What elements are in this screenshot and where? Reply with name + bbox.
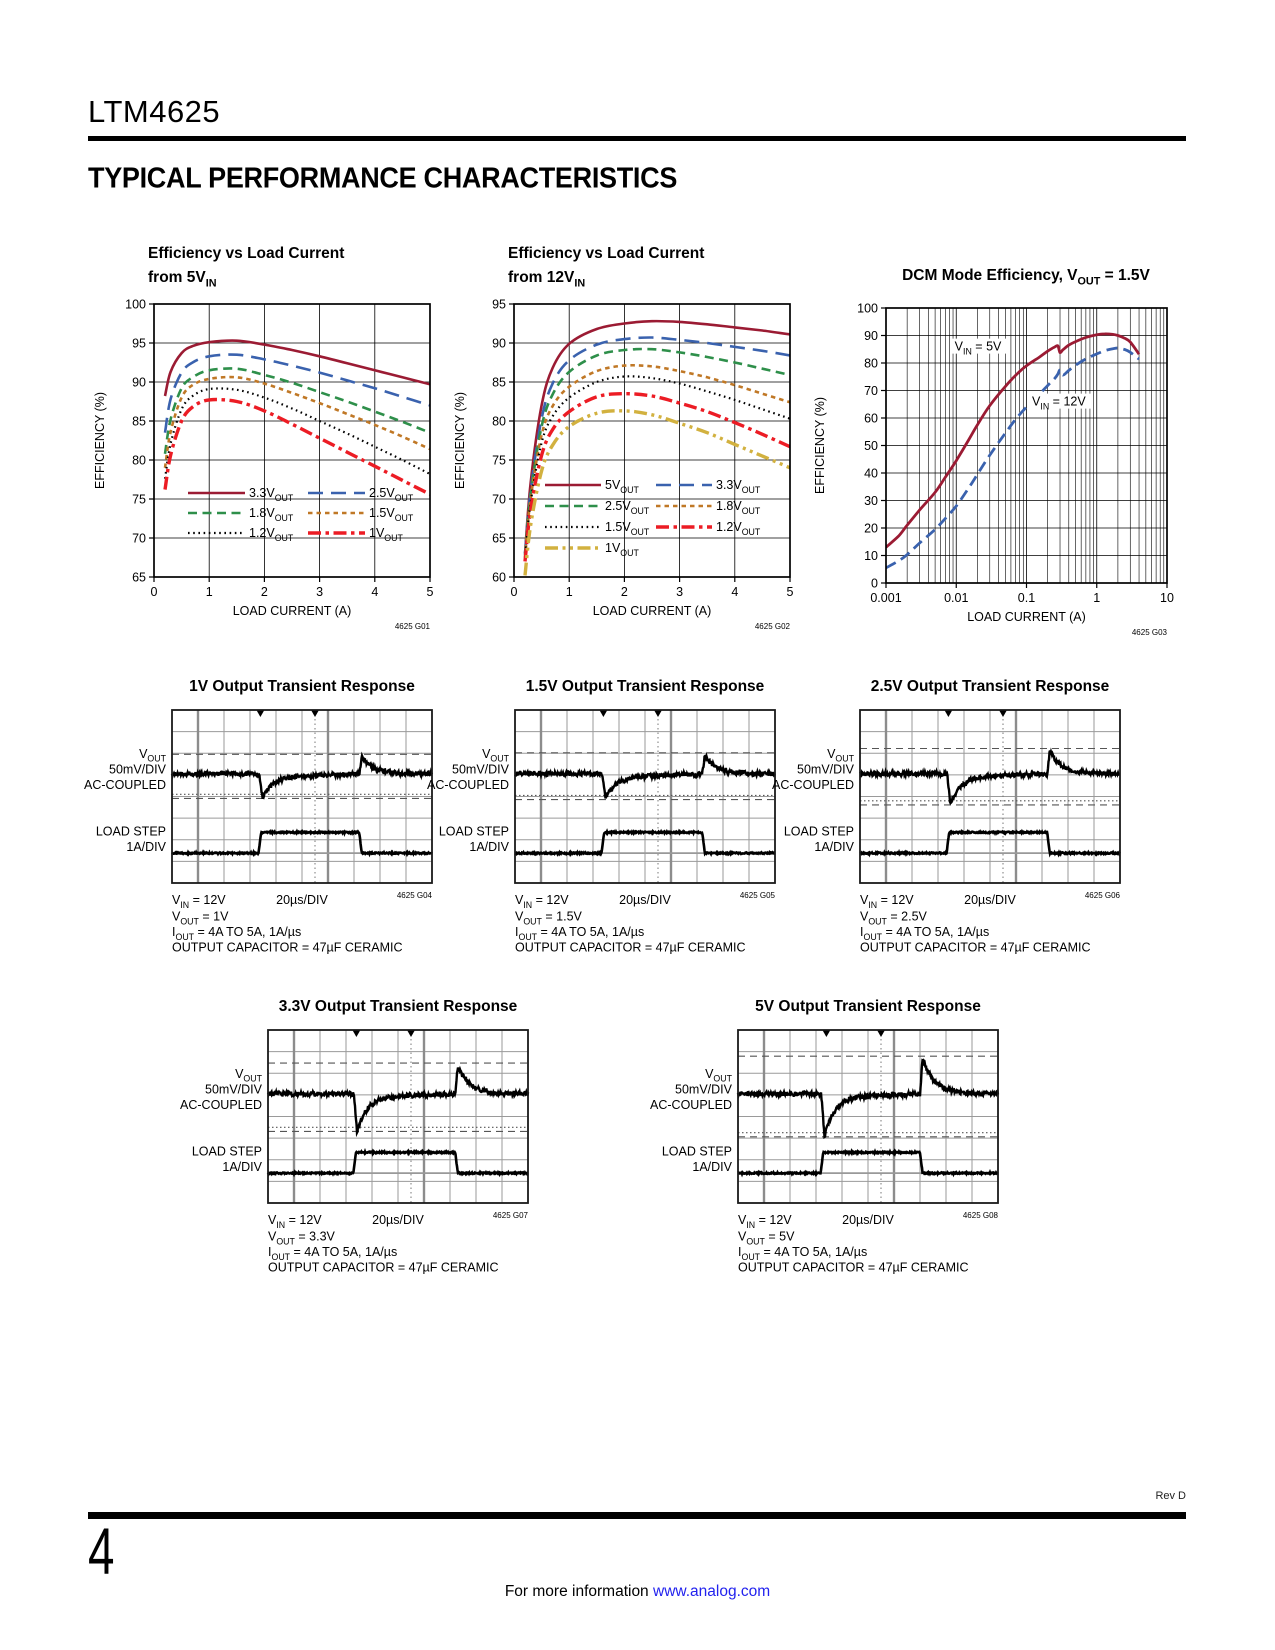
y-axis-label: EFFICIENCY (%) (813, 397, 827, 494)
timebase-label: 20µs/DIV (842, 1213, 894, 1227)
series-group (886, 334, 1139, 568)
scope-grid (172, 710, 432, 883)
scope-1v-transient (60, 645, 440, 962)
ch2-label: 1A/DIV (469, 839, 509, 854)
x-tick-label: 1 (565, 585, 573, 599)
ch2-label: 1A/DIV (692, 1159, 732, 1174)
analog-link[interactable]: www.analog.com (653, 1583, 771, 1600)
x-axis-label: LOAD CURRENT (A) (232, 604, 352, 618)
ch1-label: $V_{OUT}$ (139, 746, 166, 764)
x-tick-label: 0 (150, 585, 158, 599)
trigger-marker-icon (311, 710, 319, 717)
chart-svg (88, 228, 448, 640)
ch1-label: $V_{OUT}$ (705, 1066, 732, 1084)
ch2-label: LOAD STEP (661, 1144, 732, 1159)
legend-label: $1V_{OUT}$ (605, 541, 639, 558)
ch1-label: AC-COUPLED (180, 1097, 262, 1112)
trigger-marker-icon (352, 1030, 360, 1037)
x-tick-label: 0.1 (1017, 591, 1036, 605)
y-tick-label: 40 (864, 466, 878, 481)
condition-note: $V_{OUT} = 3.3V$ (268, 1229, 335, 1247)
series-VIN = 5V (886, 334, 1139, 547)
y-tick-label: 100 (857, 301, 878, 316)
ch1-label: 50mV/DIV (205, 1082, 262, 1097)
section-title: TYPICAL PERFORMANCE CHARACTERISTICS (88, 162, 678, 194)
legend-label: $1V_{OUT}$ (369, 526, 403, 543)
legend (188, 486, 414, 543)
condition-note: OUTPUT CAPACITOR = 47µF CERAMIC (268, 1260, 499, 1275)
scope-grid (268, 1030, 528, 1203)
ch1-label: $V_{OUT}$ (827, 746, 854, 764)
chart-title: Efficiency vs Load Current (508, 245, 705, 262)
chart-title: Efficiency vs Load Current (148, 245, 345, 262)
x-tick-label: 10 (1160, 591, 1174, 605)
y-axis-label: EFFICIENCY (%) (93, 392, 107, 489)
scope-5v-transient (626, 965, 1006, 1282)
scope-svg (156, 965, 536, 1277)
timebase-label: 20µs/DIV (276, 893, 328, 907)
scope-2p5v-transient (748, 645, 1128, 962)
condition-note: $V_{IN} = 12V$ (860, 893, 914, 910)
ch1-label: $V_{OUT}$ (235, 1066, 262, 1084)
figure-number: 4625 G07 (492, 1211, 528, 1220)
x-axis-label: LOAD CURRENT (A) (967, 610, 1086, 624)
condition-note: $V_{IN} = 12V$ (172, 893, 226, 910)
y-tick-label: 90 (492, 336, 506, 351)
timebase-label: 20µs/DIV (964, 893, 1016, 907)
figure-number: 4625 G03 (1131, 628, 1167, 637)
chart-dcm-efficiency (808, 228, 1193, 645)
trigger-marker-icon (599, 710, 607, 717)
x-tick-label: 1 (1093, 591, 1101, 605)
condition-note: $I_{OUT} = 4A$ TO 5A, 1A/µs (172, 925, 302, 942)
y-tick-label: 95 (132, 336, 146, 351)
annotation: $V_{IN} = 12V$ (1032, 394, 1086, 412)
legend-label: $3.3V_{OUT}$ (249, 486, 294, 503)
figure-number: 4625 G04 (396, 891, 432, 900)
condition-note: OUTPUT CAPACITOR = 47µF CERAMIC (172, 940, 403, 955)
y-tick-label: 20 (864, 521, 878, 536)
x-tick-label: 2 (620, 585, 628, 599)
y-tick-label: 0 (871, 576, 878, 591)
figure-number: 4625 G06 (1084, 891, 1120, 900)
trigger-marker-icon (407, 1030, 415, 1037)
ch1-label: 50mV/DIV (797, 762, 854, 777)
scope-svg (626, 965, 1006, 1277)
condition-note: $V_{IN} = 12V$ (738, 1213, 792, 1230)
figure-number: 4625 G08 (962, 1211, 998, 1220)
page-number: 4 (88, 1514, 115, 1588)
scope-1p5v-transient (403, 645, 783, 962)
scope-svg (403, 645, 783, 957)
timebase-label: 20µs/DIV (372, 1213, 424, 1227)
legend-label: $1.2V_{OUT}$ (716, 520, 761, 537)
y-tick-label: 30 (864, 494, 878, 508)
y-tick-label: 70 (132, 531, 146, 546)
condition-note: $V_{OUT} = 2.5V$ (860, 909, 927, 927)
chart-efficiency-12vin (448, 228, 808, 645)
chart-title: 1V Output Transient Response (189, 678, 415, 695)
chart-svg (808, 228, 1193, 640)
legend-label: $1.5V_{OUT}$ (369, 506, 414, 523)
series-5VOUT (525, 321, 790, 553)
y-tick-label: 95 (492, 297, 506, 312)
y-tick-label: 80 (132, 453, 146, 468)
series-1.8VOUT (165, 368, 430, 453)
part-number: LTM4625 (88, 94, 221, 129)
ch2-label: 1A/DIV (126, 839, 166, 854)
y-tick-label: 50 (864, 439, 878, 453)
condition-note: $V_{OUT} = 1V$ (172, 909, 229, 927)
scope-grid (860, 710, 1120, 883)
trigger-marker-icon (256, 710, 264, 717)
y-tick-label: 85 (492, 375, 506, 390)
ch1-label: 50mV/DIV (452, 762, 509, 777)
chart-title: 3.3V Output Transient Response (278, 998, 518, 1015)
trigger-marker-icon (877, 1030, 885, 1037)
scope-3p3v-transient (156, 965, 536, 1282)
series-1VOUT (165, 400, 430, 495)
x-tick-label: 2 (260, 585, 268, 599)
y-tick-label: 70 (864, 384, 878, 398)
ch1-label: AC-COUPLED (772, 777, 854, 792)
x-tick-label: 4 (371, 585, 379, 599)
condition-note: $I_{OUT} = 4A$ TO 5A, 1A/µs (515, 925, 645, 942)
tick-marks (509, 304, 790, 582)
condition-note: OUTPUT CAPACITOR = 47µF CERAMIC (860, 940, 1091, 955)
figure-number: 4625 G05 (739, 891, 775, 900)
timebase-label: 20µs/DIV (619, 893, 671, 907)
y-tick-label: 90 (132, 375, 146, 390)
trigger-marker-icon (654, 710, 662, 717)
ch2-label: LOAD STEP (438, 824, 509, 839)
y-tick-label: 60 (864, 411, 878, 426)
scope-svg (748, 645, 1128, 957)
chart-title: 5V Output Transient Response (755, 998, 981, 1015)
y-axis-label: EFFICIENCY (%) (453, 392, 467, 489)
footer-prefix: For more information (504, 1583, 653, 1600)
trigger-marker-icon (944, 710, 952, 717)
series-group (525, 321, 790, 575)
y-tick-label: 85 (132, 414, 146, 429)
header-rule (88, 136, 1186, 141)
ch1-label: 50mV/DIV (109, 762, 166, 777)
footer-bar (88, 1512, 1186, 1519)
trigger-marker-icon (999, 710, 1007, 717)
x-tick-label: 0 (510, 585, 518, 599)
y-tick-label: 60 (492, 570, 506, 585)
chart-title: from $5V_{IN}$ (148, 269, 217, 290)
chart-title: 1.5V Output Transient Response (525, 678, 765, 695)
ch1-label: AC-COUPLED (427, 777, 509, 792)
figure-number: 4625 G01 (394, 622, 430, 631)
ch2-label: LOAD STEP (191, 1144, 262, 1159)
y-tick-label: 75 (492, 453, 506, 468)
chart-title: 2.5V Output Transient Response (870, 678, 1110, 695)
legend (545, 478, 761, 558)
legend-label: $1.8V_{OUT}$ (716, 499, 761, 516)
condition-note: $I_{OUT} = 4A$ TO 5A, 1A/µs (268, 1245, 398, 1262)
x-tick-label: 3 (316, 585, 324, 599)
y-tick-label: 90 (864, 329, 878, 343)
condition-note: OUTPUT CAPACITOR = 47µF CERAMIC (738, 1260, 969, 1275)
y-tick-label: 65 (492, 531, 506, 546)
condition-note: $I_{OUT} = 4A$ TO 5A, 1A/µs (860, 925, 990, 942)
trigger-marker-icon (822, 1030, 830, 1037)
legend-label: $1.2V_{OUT}$ (249, 526, 294, 543)
condition-note: $I_{OUT} = 4A$ TO 5A, 1A/µs (738, 1245, 868, 1262)
scope-grid (515, 710, 775, 883)
ch2-label: 1A/DIV (222, 1159, 262, 1174)
annotation: $V_{IN} = 5V$ (954, 339, 1002, 357)
ch2-label: 1A/DIV (814, 839, 854, 854)
series-3.3VOUT (165, 341, 430, 396)
ch2-label: LOAD STEP (783, 824, 854, 839)
condition-note: $V_{IN} = 12V$ (515, 893, 569, 910)
chart-title: DCM Mode Efficiency, $V_{OUT} = 1.5V$ (902, 267, 1150, 288)
legend-label: $2.5V_{OUT}$ (605, 499, 650, 516)
x-tick-label: 5 (786, 585, 794, 599)
condition-note: OUTPUT CAPACITOR = 47µF CERAMIC (515, 940, 746, 955)
y-tick-label: 70 (492, 492, 506, 507)
condition-note: $V_{IN} = 12V$ (268, 1213, 322, 1230)
legend-label: $2.5V_{OUT}$ (369, 486, 414, 503)
chart-efficiency-5vin (88, 228, 448, 645)
ch1-label: $V_{OUT}$ (482, 746, 509, 764)
condition-note: $V_{OUT} = 5V$ (738, 1229, 795, 1247)
x-axis-label: LOAD CURRENT (A) (592, 604, 712, 618)
y-tick-label: 65 (132, 570, 146, 585)
figure-number: 4625 G02 (754, 622, 790, 631)
chart-svg (448, 228, 808, 640)
y-tick-label: 80 (864, 356, 878, 371)
ch1-label: AC-COUPLED (650, 1097, 732, 1112)
legend-label: $1.5V_{OUT}$ (605, 520, 650, 537)
ch2-label: LOAD STEP (95, 824, 166, 839)
series-group (165, 341, 430, 495)
series-3.3VOUT (525, 337, 790, 553)
series-VIN = 12V (886, 348, 1139, 568)
ch1-label: AC-COUPLED (84, 777, 166, 792)
ch1-label: 50mV/DIV (675, 1082, 732, 1097)
x-tick-label: 4 (731, 585, 739, 599)
revision-label: Rev D (1155, 1490, 1186, 1502)
x-tick-label: 1 (205, 585, 213, 599)
scope-svg (60, 645, 440, 957)
x-tick-label: 0.01 (944, 591, 969, 605)
x-tick-label: 5 (426, 585, 434, 599)
footer-text (0, 1583, 1275, 1601)
legend-label: $1.8V_{OUT}$ (249, 506, 294, 523)
y-tick-label: 10 (864, 549, 878, 563)
y-tick-label: 100 (125, 297, 146, 312)
x-tick-label: 0.001 (870, 591, 902, 605)
legend-label: $5V_{OUT}$ (605, 478, 639, 495)
legend-label: $3.3V_{OUT}$ (716, 478, 761, 495)
y-tick-label: 75 (132, 492, 146, 507)
x-tick-label: 3 (676, 585, 684, 599)
y-tick-label: 80 (492, 414, 506, 429)
chart-title: from $12V_{IN}$ (508, 269, 586, 290)
condition-note: $V_{OUT} = 1.5V$ (515, 909, 582, 927)
